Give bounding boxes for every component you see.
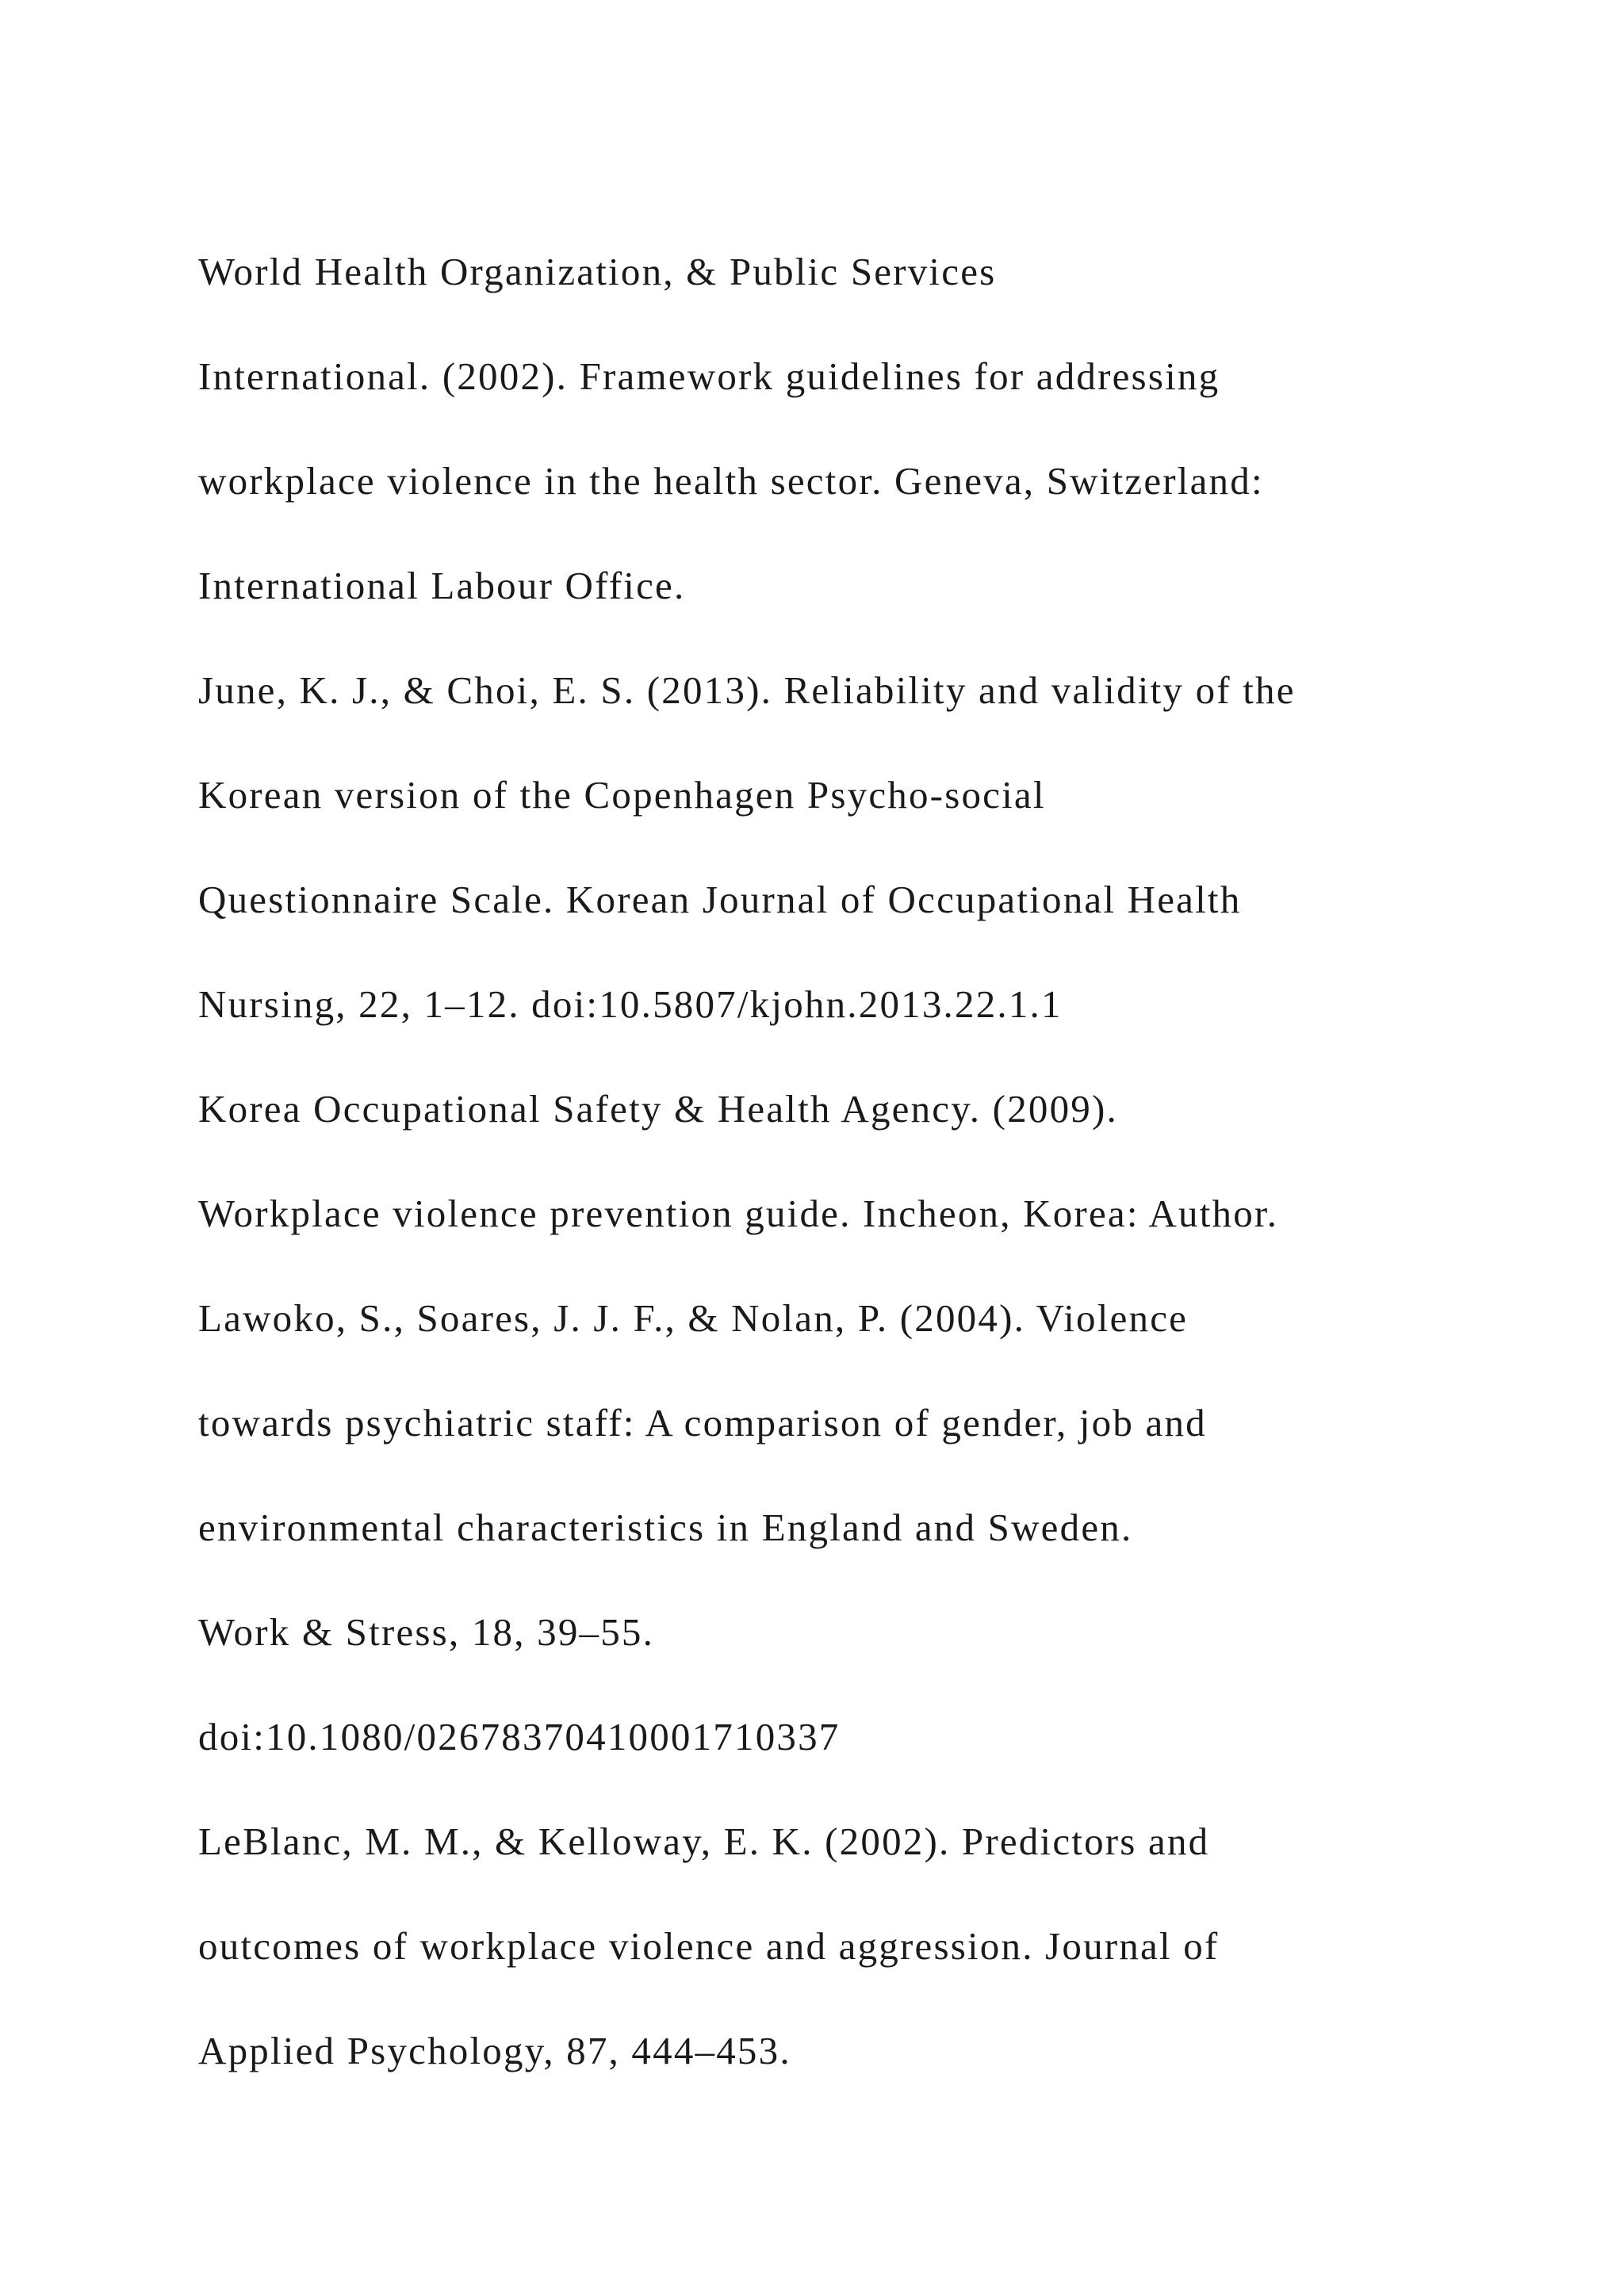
reference-line: Workplace violence prevention guide. Incheon, Korea: Author.: [198, 1192, 1279, 1235]
reference-line: LeBlanc, M. M., & Kelloway, E. K. (2002). Predictors and: [198, 1820, 1210, 1863]
reference-line: Korea Occupational Safety & Health Agency. (2009).: [198, 1087, 1118, 1131]
reference-line: International Labour Office.: [198, 564, 686, 607]
reference-line: Applied Psychology, 87, 444–453.: [198, 2029, 791, 2072]
reference-line: workplace violence in the health sector. Geneva, Switzerland:: [198, 459, 1264, 503]
reference-line: doi:10.1080/02678370410001710337: [198, 1715, 841, 1758]
reference-line: World Health Organization, & Public Services: [198, 250, 997, 293]
reference-line: towards psychiatric staff: A comparison of gender, job and: [198, 1401, 1207, 1445]
reference-line: Questionnaire Scale. Korean Journal of Occupational Health: [198, 878, 1242, 921]
reference-line: International. (2002). Framework guidelines for addressing: [198, 354, 1220, 398]
reference-line: Lawoko, S., Soares, J. J. F., & Nolan, P. (2004). Violence: [198, 1296, 1189, 1340]
reference-line: June, K. J., & Choi, E. S. (2013). Reliability and validity of the: [198, 668, 1296, 712]
reference-line: Korean version of the Copenhagen Psycho-social: [198, 773, 1046, 817]
reference-line: outcomes of workplace violence and aggression. Journal of: [198, 1924, 1220, 1968]
reference-line: environmental characteristics in England and Sweden.: [198, 1506, 1133, 1549]
reference-line: Nursing, 22, 1–12. doi:10.5807/kjohn.2013.22.1.1: [198, 982, 1063, 1026]
reference-line: Work & Stress, 18, 39–55.: [198, 1610, 655, 1654]
